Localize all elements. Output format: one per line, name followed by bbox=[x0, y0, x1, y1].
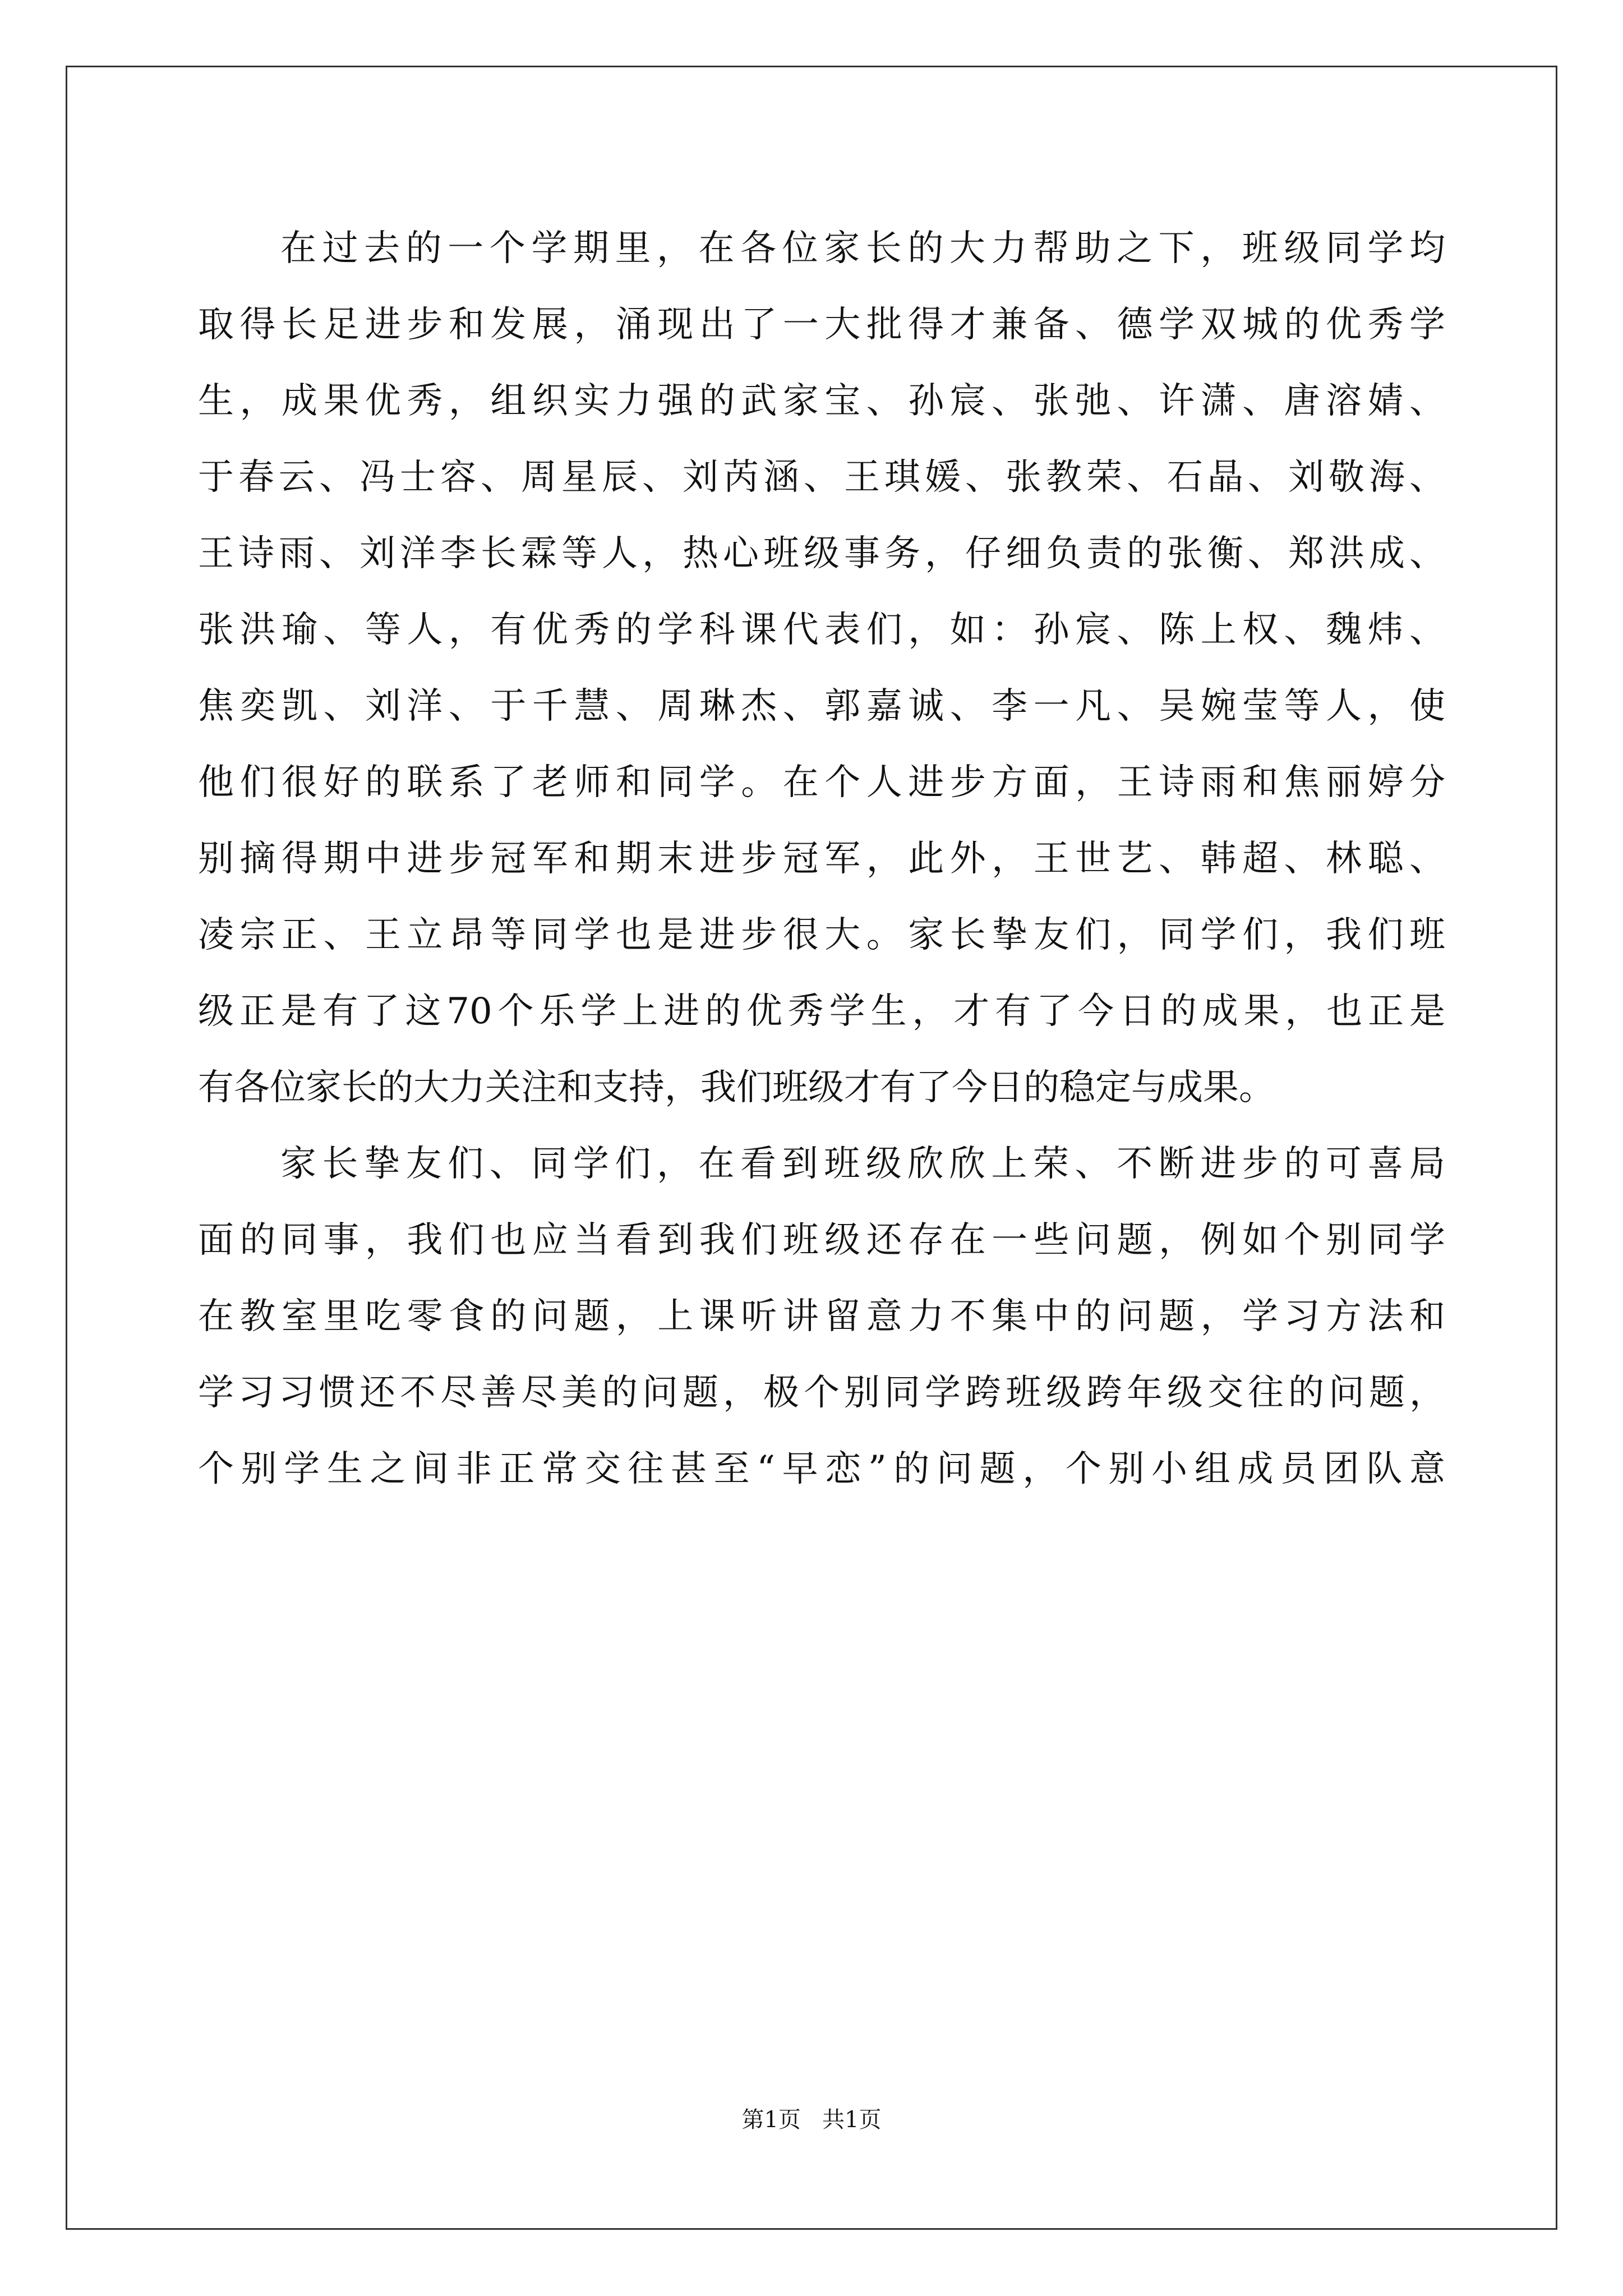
paragraph-line: 个别学生之间非正常交往甚至“早恋”的问题，个别小组成员团队意 bbox=[198, 1448, 1445, 1490]
paragraph-line: 有各位家长的大力关注和支持，我们班级才有了今日的稳定与成果。 bbox=[198, 1067, 1275, 1108]
paragraph-line: 生，成果优秀，组织实力强的武家宝、孙宸、张弛、许潇、唐溶婧、 bbox=[198, 380, 1445, 422]
paragraph-line: 级正是有了这70个乐学上进的优秀学生，才有了今日的成果，也正是 bbox=[198, 991, 1445, 1032]
paragraph-line: 凌宗正、王立昂等同学也是进步很大。家长挚友们，同学们，我们班 bbox=[198, 914, 1445, 956]
paragraph-line: 在过去的一个学期里，在各位家长的大力帮助之下，班级同学均 bbox=[280, 228, 1445, 269]
paragraph-line: 于春云、冯士容、周星辰、刘芮涵、王琪媛、张教荣、石晶、刘敬海、 bbox=[198, 457, 1445, 498]
paragraph-line: 他们很好的联系了老师和同学。在个人进步方面，王诗雨和焦丽婷分 bbox=[198, 762, 1445, 803]
paragraph-line: 学习习惯还不尽善尽美的问题，极个别同学跨班级跨年级交往的问题， bbox=[198, 1372, 1445, 1414]
paragraph-line: 在教室里吃零食的问题，上课听讲留意力不集中的问题，学习方法和 bbox=[198, 1296, 1445, 1337]
paragraph-line: 张洪瑜、等人，有优秀的学科课代表们，如：孙宸、陈上权、魏炜、 bbox=[198, 609, 1445, 651]
paragraph-line: 取得长足进步和发展，涌现出了一大批得才兼备、德学双城的优秀学 bbox=[198, 304, 1445, 346]
paragraph-line: 王诗雨、刘洋李长霖等人，热心班级事务，仔细负责的张衡、郑洪成、 bbox=[198, 533, 1445, 574]
page-footer: 第1页 共1页 bbox=[741, 2107, 882, 2133]
paragraph-line: 家长挚友们、同学们，在看到班级欣欣上荣、不断进步的可喜局 bbox=[280, 1143, 1445, 1185]
paragraph-line: 别摘得期中进步冠军和期末进步冠军，此外，王世艺、韩超、林聪、 bbox=[198, 838, 1445, 880]
paragraph-line: 面的同事，我们也应当看到我们班级还存在一些问题，例如个别同学 bbox=[198, 1220, 1445, 1261]
paragraph-line: 焦奕凯、刘洋、于千慧、周琳杰、郭嘉诚、李一凡、吴婉莹等人，使 bbox=[198, 685, 1445, 727]
